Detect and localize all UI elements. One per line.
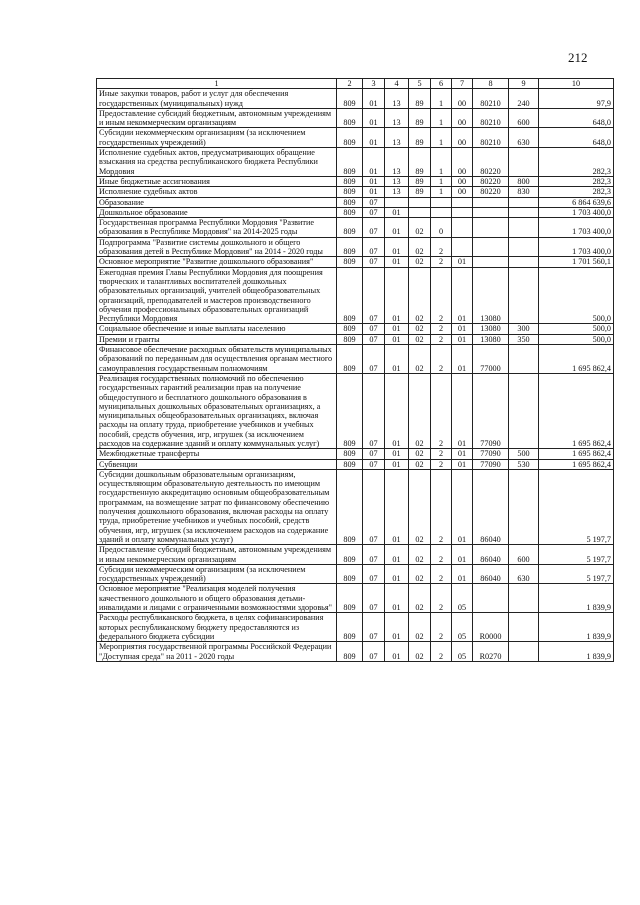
- direction-cell: 80210: [473, 89, 509, 109]
- event-cell: 01: [452, 564, 473, 584]
- vr-cell: 630: [509, 564, 539, 584]
- event-cell: [452, 197, 473, 207]
- section-cell: 07: [363, 334, 385, 344]
- program-cell: 89: [409, 89, 431, 109]
- table-row: [97, 469, 614, 544]
- program-cell: 02: [409, 218, 431, 238]
- section-cell: 07: [363, 324, 385, 334]
- direction-cell: 80220: [473, 148, 509, 177]
- subsection-cell: 13: [385, 128, 409, 148]
- subsection-cell: 01: [385, 267, 409, 324]
- section-cell: 01: [363, 148, 385, 177]
- grbs-cell: 809: [337, 176, 363, 186]
- name-cell: Подпрограмма "Развитие системы дошкольного и общего образования детей в Республике Мордовия" на 2014 - 2020 годы: [97, 237, 337, 257]
- name-cell: Реализация государственных полномочий по обеспечению государственных гарантий реализации прав на получение общедоступного и бесплатного дошкольного образования в муниципальных дошкольных образовательных организациях, а муниципальных общеобразовательных организациях, включая расходы на оплату труда, приобретение учебников и учебных пособий, средств обучения, игр, игрушек (за исключением расходов на содержание зданий и оплату коммунальных услуг): [97, 373, 337, 448]
- header-cell: 10: [539, 79, 614, 89]
- subsection-cell: 01: [385, 207, 409, 217]
- header-cell: 4: [385, 79, 409, 89]
- section-cell: 07: [363, 373, 385, 448]
- header-cell: 5: [409, 79, 431, 89]
- subprogram-cell: 2: [431, 373, 452, 448]
- grbs-cell: 809: [337, 187, 363, 197]
- direction-cell: 13080: [473, 334, 509, 344]
- sum-cell: 282,3: [539, 187, 614, 197]
- sum-cell: 1 703 400,0: [539, 207, 614, 217]
- table-row: [97, 459, 614, 469]
- table-row: [97, 373, 614, 448]
- subsection-cell: 01: [385, 218, 409, 238]
- table-header-row: [97, 79, 614, 89]
- vr-cell: 500: [509, 449, 539, 459]
- subsection-cell: 13: [385, 187, 409, 197]
- direction-cell: 80220: [473, 187, 509, 197]
- header-cell: 9: [509, 79, 539, 89]
- name-cell: Мероприятия государственной программы Российской Федерации "Доступная среда" на 2011 - 2020 годы: [97, 642, 337, 662]
- sum-cell: 282,3: [539, 176, 614, 186]
- grbs-cell: 809: [337, 449, 363, 459]
- name-cell: Субсидии некоммерческим организациям (за исключением государственных учреждений): [97, 128, 337, 148]
- subprogram-cell: 2: [431, 642, 452, 662]
- direction-cell: 77000: [473, 345, 509, 374]
- event-cell: 00: [452, 89, 473, 109]
- sum-cell: 5 197,7: [539, 545, 614, 565]
- direction-cell: [473, 218, 509, 238]
- program-cell: 02: [409, 459, 431, 469]
- name-cell: Иные бюджетные ассигнования: [97, 176, 337, 186]
- event-cell: 00: [452, 108, 473, 128]
- program-cell: 02: [409, 257, 431, 267]
- direction-cell: 77090: [473, 449, 509, 459]
- vr-cell: 600: [509, 108, 539, 128]
- table-row: [97, 176, 614, 186]
- subsection-cell: 01: [385, 469, 409, 544]
- direction-cell: 13080: [473, 324, 509, 334]
- sum-cell: 500,0: [539, 267, 614, 324]
- event-cell: 01: [452, 267, 473, 324]
- direction-cell: 80210: [473, 108, 509, 128]
- vr-cell: [509, 218, 539, 238]
- event-cell: [452, 237, 473, 257]
- name-cell: Социальное обеспечение и иные выплаты населению: [97, 324, 337, 334]
- table-row: [97, 108, 614, 128]
- event-cell: 01: [452, 257, 473, 267]
- vr-cell: [509, 584, 539, 613]
- vr-cell: [509, 148, 539, 177]
- vr-cell: [509, 469, 539, 544]
- section-cell: 07: [363, 469, 385, 544]
- table-row: [97, 564, 614, 584]
- name-cell: Субвенции: [97, 459, 337, 469]
- subprogram-cell: 2: [431, 545, 452, 565]
- event-cell: [452, 218, 473, 238]
- direction-cell: [473, 237, 509, 257]
- grbs-cell: 809: [337, 324, 363, 334]
- section-cell: 01: [363, 108, 385, 128]
- section-cell: 07: [363, 267, 385, 324]
- sum-cell: 500,0: [539, 324, 614, 334]
- vr-cell: 800: [509, 176, 539, 186]
- event-cell: 01: [452, 324, 473, 334]
- sum-cell: 1 695 862,4: [539, 449, 614, 459]
- event-cell: 01: [452, 459, 473, 469]
- grbs-cell: 809: [337, 373, 363, 448]
- direction-cell: 80220: [473, 176, 509, 186]
- table-row: [97, 545, 614, 565]
- grbs-cell: 809: [337, 584, 363, 613]
- event-cell: 01: [452, 345, 473, 374]
- name-cell: Образование: [97, 197, 337, 207]
- table-row: [97, 345, 614, 374]
- name-cell: Субсидии некоммерческим организациям (за исключением государственных учреждений): [97, 564, 337, 584]
- program-cell: 89: [409, 187, 431, 197]
- grbs-cell: 809: [337, 89, 363, 109]
- program-cell: 02: [409, 642, 431, 662]
- section-cell: 07: [363, 642, 385, 662]
- sum-cell: 1 695 862,4: [539, 345, 614, 374]
- subsection-cell: 13: [385, 148, 409, 177]
- sum-cell: 5 197,7: [539, 564, 614, 584]
- direction-cell: 86040: [473, 469, 509, 544]
- event-cell: 05: [452, 584, 473, 613]
- name-cell: Исполнение судебных актов, предусматривающих обращение взыскания на средства республиканского бюджета Республики Мордовия: [97, 148, 337, 177]
- section-cell: 07: [363, 564, 385, 584]
- header-cell: 2: [337, 79, 363, 89]
- section-cell: 07: [363, 197, 385, 207]
- header-cell: 1: [97, 79, 337, 89]
- direction-cell: 86040: [473, 545, 509, 565]
- grbs-cell: 809: [337, 334, 363, 344]
- event-cell: 00: [452, 176, 473, 186]
- sum-cell: 1 703 400,0: [539, 218, 614, 238]
- program-cell: 02: [409, 345, 431, 374]
- event-cell: 00: [452, 128, 473, 148]
- subprogram-cell: 2: [431, 334, 452, 344]
- sum-cell: 6 864 639,6: [539, 197, 614, 207]
- name-cell: Расходы республиканского бюджета, в целях софинансирования которых республиканскому бюджету предоставляются из федерального бюджета субсидии: [97, 613, 337, 642]
- direction-cell: 86040: [473, 564, 509, 584]
- section-cell: 01: [363, 176, 385, 186]
- program-cell: 02: [409, 449, 431, 459]
- name-cell: Предоставление субсидий бюджетным, автономным учреждениям и иным некоммерческим организациям: [97, 545, 337, 565]
- table-row: [97, 207, 614, 217]
- grbs-cell: 809: [337, 564, 363, 584]
- sum-cell: 1 703 400,0: [539, 237, 614, 257]
- grbs-cell: 809: [337, 459, 363, 469]
- section-cell: 07: [363, 449, 385, 459]
- program-cell: 02: [409, 324, 431, 334]
- event-cell: 01: [452, 469, 473, 544]
- subsection-cell: 01: [385, 257, 409, 267]
- event-cell: 01: [452, 373, 473, 448]
- subprogram-cell: 2: [431, 564, 452, 584]
- table-row: [97, 89, 614, 109]
- section-cell: 07: [363, 345, 385, 374]
- name-cell: Субсидии дошкольным образовательным организациям, осуществляющим образовательную деятельность по имеющим государственную аккредитацию основным общеобразовательным программам, на возмещение затрат по финансовому обеспечению получения дошкольного образования, включая расходы на оплату труда, приобретение учебников и учебных пособий, средств обучения, игр, игрушек (за исключением расходов на содержание зданий и оплату коммунальных услуг): [97, 469, 337, 544]
- direction-cell: R0000: [473, 613, 509, 642]
- table-row: [97, 334, 614, 344]
- subsection-cell: 13: [385, 176, 409, 186]
- subprogram-cell: 1: [431, 89, 452, 109]
- direction-cell: [473, 197, 509, 207]
- vr-cell: [509, 257, 539, 267]
- table-row: [97, 584, 614, 613]
- program-cell: [409, 197, 431, 207]
- table-row: [97, 148, 614, 177]
- subprogram-cell: [431, 197, 452, 207]
- subsection-cell: 01: [385, 613, 409, 642]
- table-row: [97, 449, 614, 459]
- subprogram-cell: 2: [431, 613, 452, 642]
- subsection-cell: 01: [385, 334, 409, 344]
- program-cell: 02: [409, 267, 431, 324]
- table-row: [97, 218, 614, 238]
- sum-cell: 1 839,9: [539, 584, 614, 613]
- page-number: 212: [568, 50, 588, 65]
- section-cell: 01: [363, 187, 385, 197]
- program-cell: 02: [409, 564, 431, 584]
- grbs-cell: 809: [337, 218, 363, 238]
- program-cell: 02: [409, 469, 431, 544]
- section-cell: 07: [363, 207, 385, 217]
- grbs-cell: 809: [337, 128, 363, 148]
- program-cell: 02: [409, 545, 431, 565]
- table-row: [97, 128, 614, 148]
- vr-cell: [509, 345, 539, 374]
- header-cell: 7: [452, 79, 473, 89]
- sum-cell: 282,3: [539, 148, 614, 177]
- grbs-cell: 809: [337, 545, 363, 565]
- grbs-cell: 809: [337, 237, 363, 257]
- subprogram-cell: 1: [431, 108, 452, 128]
- header-cell: 8: [473, 79, 509, 89]
- event-cell: 01: [452, 334, 473, 344]
- subsection-cell: 01: [385, 373, 409, 448]
- subprogram-cell: 2: [431, 449, 452, 459]
- direction-cell: [473, 257, 509, 267]
- subprogram-cell: 2: [431, 237, 452, 257]
- subprogram-cell: 2: [431, 459, 452, 469]
- section-cell: 07: [363, 459, 385, 469]
- sum-cell: 1 839,9: [539, 613, 614, 642]
- subprogram-cell: 2: [431, 469, 452, 544]
- program-cell: [409, 207, 431, 217]
- section-cell: 07: [363, 257, 385, 267]
- event-cell: 00: [452, 187, 473, 197]
- program-cell: 89: [409, 108, 431, 128]
- table-row: [97, 642, 614, 662]
- vr-cell: [509, 267, 539, 324]
- section-cell: 01: [363, 128, 385, 148]
- budget-table: [96, 78, 614, 662]
- program-cell: 02: [409, 584, 431, 613]
- section-cell: 07: [363, 584, 385, 613]
- subsection-cell: 01: [385, 324, 409, 334]
- name-cell: Основное мероприятие "Реализация моделей получения качественного дошкольного и общего образования детьми-инвалидами и лицами с ограниченными возможностями здоровья": [97, 584, 337, 613]
- section-cell: 01: [363, 89, 385, 109]
- program-cell: 02: [409, 613, 431, 642]
- section-cell: 07: [363, 237, 385, 257]
- program-cell: 89: [409, 176, 431, 186]
- subprogram-cell: 2: [431, 267, 452, 324]
- event-cell: 05: [452, 642, 473, 662]
- table-row: [97, 257, 614, 267]
- header-cell: 3: [363, 79, 385, 89]
- table-row: [97, 237, 614, 257]
- subsection-cell: [385, 197, 409, 207]
- direction-cell: R0270: [473, 642, 509, 662]
- section-cell: 07: [363, 545, 385, 565]
- subprogram-cell: 0: [431, 218, 452, 238]
- subsection-cell: 01: [385, 545, 409, 565]
- grbs-cell: 809: [337, 197, 363, 207]
- program-cell: 89: [409, 148, 431, 177]
- subsection-cell: 01: [385, 459, 409, 469]
- vr-cell: 830: [509, 187, 539, 197]
- sum-cell: 648,0: [539, 128, 614, 148]
- grbs-cell: 809: [337, 642, 363, 662]
- subsection-cell: 01: [385, 345, 409, 374]
- subprogram-cell: 1: [431, 176, 452, 186]
- grbs-cell: 809: [337, 108, 363, 128]
- sum-cell: 1 839,9: [539, 642, 614, 662]
- vr-cell: 300: [509, 324, 539, 334]
- table-row: [97, 197, 614, 207]
- grbs-cell: 809: [337, 257, 363, 267]
- subprogram-cell: 2: [431, 257, 452, 267]
- subsection-cell: 01: [385, 642, 409, 662]
- vr-cell: [509, 642, 539, 662]
- event-cell: 01: [452, 545, 473, 565]
- subsection-cell: 01: [385, 449, 409, 459]
- name-cell: Иные закупки товаров, работ и услуг для обеспечения государственных (муниципальных) нужд: [97, 89, 337, 109]
- sum-cell: 97,9: [539, 89, 614, 109]
- sum-cell: 1 701 560,1: [539, 257, 614, 267]
- sum-cell: 5 197,7: [539, 469, 614, 544]
- vr-cell: 240: [509, 89, 539, 109]
- direction-cell: [473, 584, 509, 613]
- grbs-cell: 809: [337, 267, 363, 324]
- sum-cell: 648,0: [539, 108, 614, 128]
- direction-cell: 13080: [473, 267, 509, 324]
- grbs-cell: 809: [337, 207, 363, 217]
- subsection-cell: 01: [385, 564, 409, 584]
- subsection-cell: 13: [385, 108, 409, 128]
- vr-cell: [509, 237, 539, 257]
- table-row: [97, 613, 614, 642]
- name-cell: Предоставление субсидий бюджетным, автономным учреждениям и иным некоммерческим организациям: [97, 108, 337, 128]
- vr-cell: 630: [509, 128, 539, 148]
- direction-cell: 80210: [473, 128, 509, 148]
- table-row: [97, 187, 614, 197]
- vr-cell: [509, 207, 539, 217]
- subprogram-cell: [431, 207, 452, 217]
- program-cell: 02: [409, 373, 431, 448]
- direction-cell: [473, 207, 509, 217]
- subprogram-cell: 2: [431, 324, 452, 334]
- subsection-cell: 13: [385, 89, 409, 109]
- grbs-cell: 809: [337, 613, 363, 642]
- event-cell: [452, 207, 473, 217]
- program-cell: 02: [409, 334, 431, 344]
- vr-cell: 600: [509, 545, 539, 565]
- section-cell: 07: [363, 218, 385, 238]
- subprogram-cell: 1: [431, 187, 452, 197]
- event-cell: 00: [452, 148, 473, 177]
- name-cell: Дошкольное образование: [97, 207, 337, 217]
- program-cell: 02: [409, 237, 431, 257]
- sum-cell: 1 695 862,4: [539, 459, 614, 469]
- event-cell: 01: [452, 449, 473, 459]
- header-cell: 6: [431, 79, 452, 89]
- subprogram-cell: 2: [431, 584, 452, 613]
- sum-cell: 1 695 862,4: [539, 373, 614, 448]
- name-cell: Ежегодная премия Главы Республики Мордовия для поощрения творческих и талантливых воспитателей дошкольных образовательных организаций, учителей общеобразовательных организаций, преподавателей и мастеров производственного обучения профессиональных образовательных организаций Республики Мордовия: [97, 267, 337, 324]
- name-cell: Исполнение судебных актов: [97, 187, 337, 197]
- grbs-cell: 809: [337, 469, 363, 544]
- section-cell: 07: [363, 613, 385, 642]
- name-cell: Финансовое обеспечение расходных обязательств муниципальных образований по переданным для осуществления органам местного самоуправления государственным полномочиям: [97, 345, 337, 374]
- vr-cell: [509, 373, 539, 448]
- subprogram-cell: 1: [431, 128, 452, 148]
- direction-cell: 77090: [473, 373, 509, 448]
- subsection-cell: 01: [385, 237, 409, 257]
- subsection-cell: 01: [385, 584, 409, 613]
- grbs-cell: 809: [337, 345, 363, 374]
- grbs-cell: 809: [337, 148, 363, 177]
- subprogram-cell: 2: [431, 345, 452, 374]
- direction-cell: 77090: [473, 459, 509, 469]
- vr-cell: [509, 197, 539, 207]
- program-cell: 89: [409, 128, 431, 148]
- table-row: [97, 324, 614, 334]
- vr-cell: 530: [509, 459, 539, 469]
- name-cell: Премии и гранты: [97, 334, 337, 344]
- name-cell: Государственная программа Республики Мордовия "Развитие образования в Республике Мордовия" на 2014-2025 годы: [97, 218, 337, 238]
- sum-cell: 500,0: [539, 334, 614, 344]
- subprogram-cell: 1: [431, 148, 452, 177]
- name-cell: Межбюджетные трансферты: [97, 449, 337, 459]
- vr-cell: [509, 613, 539, 642]
- vr-cell: 350: [509, 334, 539, 344]
- table-row: [97, 267, 614, 324]
- name-cell: Основное мероприятие "Развитие дошкольного образования": [97, 257, 337, 267]
- table-body: [97, 89, 614, 662]
- event-cell: 05: [452, 613, 473, 642]
